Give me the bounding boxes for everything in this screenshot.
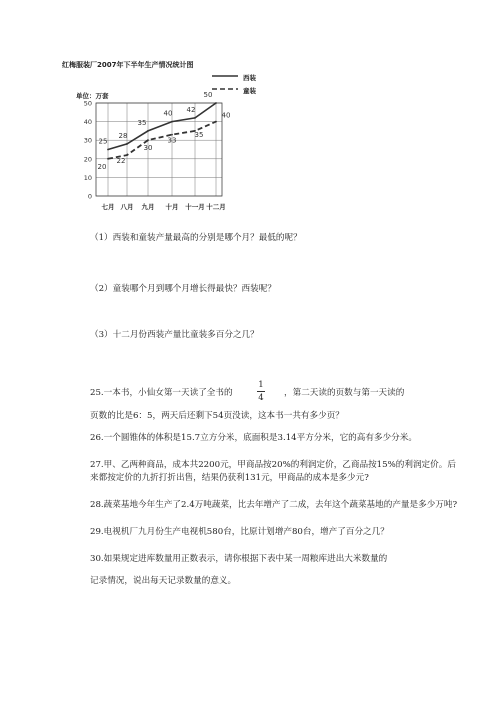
- fraction-one-quarter: [257, 380, 265, 403]
- problem-25-part-a: 25.一本书，小仙女第一天读了全书的: [90, 388, 233, 398]
- fraction-numerator: 1: [258, 380, 264, 390]
- fraction-denominator: 4: [258, 393, 264, 403]
- chart-title: 红梅服装厂2007年下半年生产情况统计图: [62, 61, 194, 69]
- data-point: [171, 121, 173, 123]
- data-label: 20: [97, 162, 107, 171]
- data-point: [215, 121, 217, 123]
- data-point: [171, 134, 173, 136]
- data-label: 35: [194, 130, 204, 139]
- fraction-bar: [257, 391, 265, 392]
- problem-27: 27.甲、乙两种商品，成本共2200元，甲商品按20%的利润定价，乙商品按15%的利润定价。后来都按定价的九折打折出售，结果仍获利131元，甲商品的成本是多少元?: [90, 460, 456, 483]
- data-point: [107, 158, 109, 160]
- y-tick-label: 40: [83, 118, 92, 127]
- legend-label-suit: 西装: [243, 74, 256, 82]
- data-label: 40: [163, 109, 173, 118]
- data-label: 30: [143, 144, 153, 153]
- data-label: 42: [186, 105, 196, 114]
- data-point: [126, 154, 128, 156]
- problem-30-part-a: 30.如果规定进库数量用正数表示，请你根据下表中某一周粮库进出大米数量的: [90, 554, 388, 564]
- chart-unit-label: 单位：万套: [76, 92, 109, 100]
- x-tick-label: 七月: [101, 203, 115, 211]
- x-tick-label: 十二月: [206, 203, 226, 211]
- problem-30-part-b: 记录情况，说出每天记录数量的意义。: [90, 576, 237, 586]
- data-point: [215, 102, 217, 104]
- series-line-suit: [108, 103, 216, 153]
- problem-29: 29.电视机厂九月份生产电视机580台，比原计划增产80台，增产了百分之几？: [90, 527, 389, 537]
- data-point: [194, 117, 196, 119]
- data-label: 35: [137, 118, 147, 127]
- data-label: 25: [98, 137, 108, 146]
- problem-25-part-b: ，第二天读的页数与第一天读的: [284, 388, 405, 398]
- y-tick-label: 30: [83, 136, 92, 145]
- question-2: （2）童装哪个月到哪个月增长得最快？西装呢？: [90, 284, 276, 294]
- problem-25-part-c: 页数的比是6：5，两天后还剩下54页没读，这本书一共有多少页？: [90, 411, 344, 421]
- problem-28: 28.蔬菜基地今年生产了2.4万吨蔬菜，比去年增产了二成，去年这个蔬菜基地的产量是多少万吨?: [90, 500, 458, 510]
- problem-26: 26.一个圆锥体的体积是15.7立方分米，底面积是3.14平方分米，它的高有多少分米。: [90, 433, 417, 443]
- data-label: 28: [118, 131, 128, 140]
- question-3: （3）十二月份西装产量比童装多百分之几？: [90, 330, 259, 340]
- y-tick-label: 0: [87, 192, 92, 201]
- question-1: （1）西装和童装产量最高的分别是哪个月？最低的呢？: [90, 233, 302, 243]
- y-tick-label: 50: [83, 99, 92, 108]
- data-point: [147, 139, 149, 141]
- data-point: [107, 149, 109, 151]
- data-label: 50: [203, 91, 213, 99]
- y-tick-label: 20: [83, 155, 92, 164]
- legend-label-kids: 童装: [243, 87, 256, 95]
- x-tick-label: 十一月: [185, 203, 205, 211]
- x-tick-label: 八月: [120, 203, 134, 211]
- data-label: 33: [167, 136, 177, 145]
- line-chart: [0, 0, 500, 230]
- x-tick-label: 十月: [165, 203, 179, 211]
- y-tick-label: 10: [83, 173, 92, 182]
- x-tick-label: 九月: [141, 203, 155, 211]
- data-point: [126, 143, 128, 145]
- plot-frame: [96, 103, 222, 196]
- data-label: 22: [116, 157, 126, 166]
- data-label: 40: [221, 111, 231, 120]
- data-point: [147, 130, 149, 132]
